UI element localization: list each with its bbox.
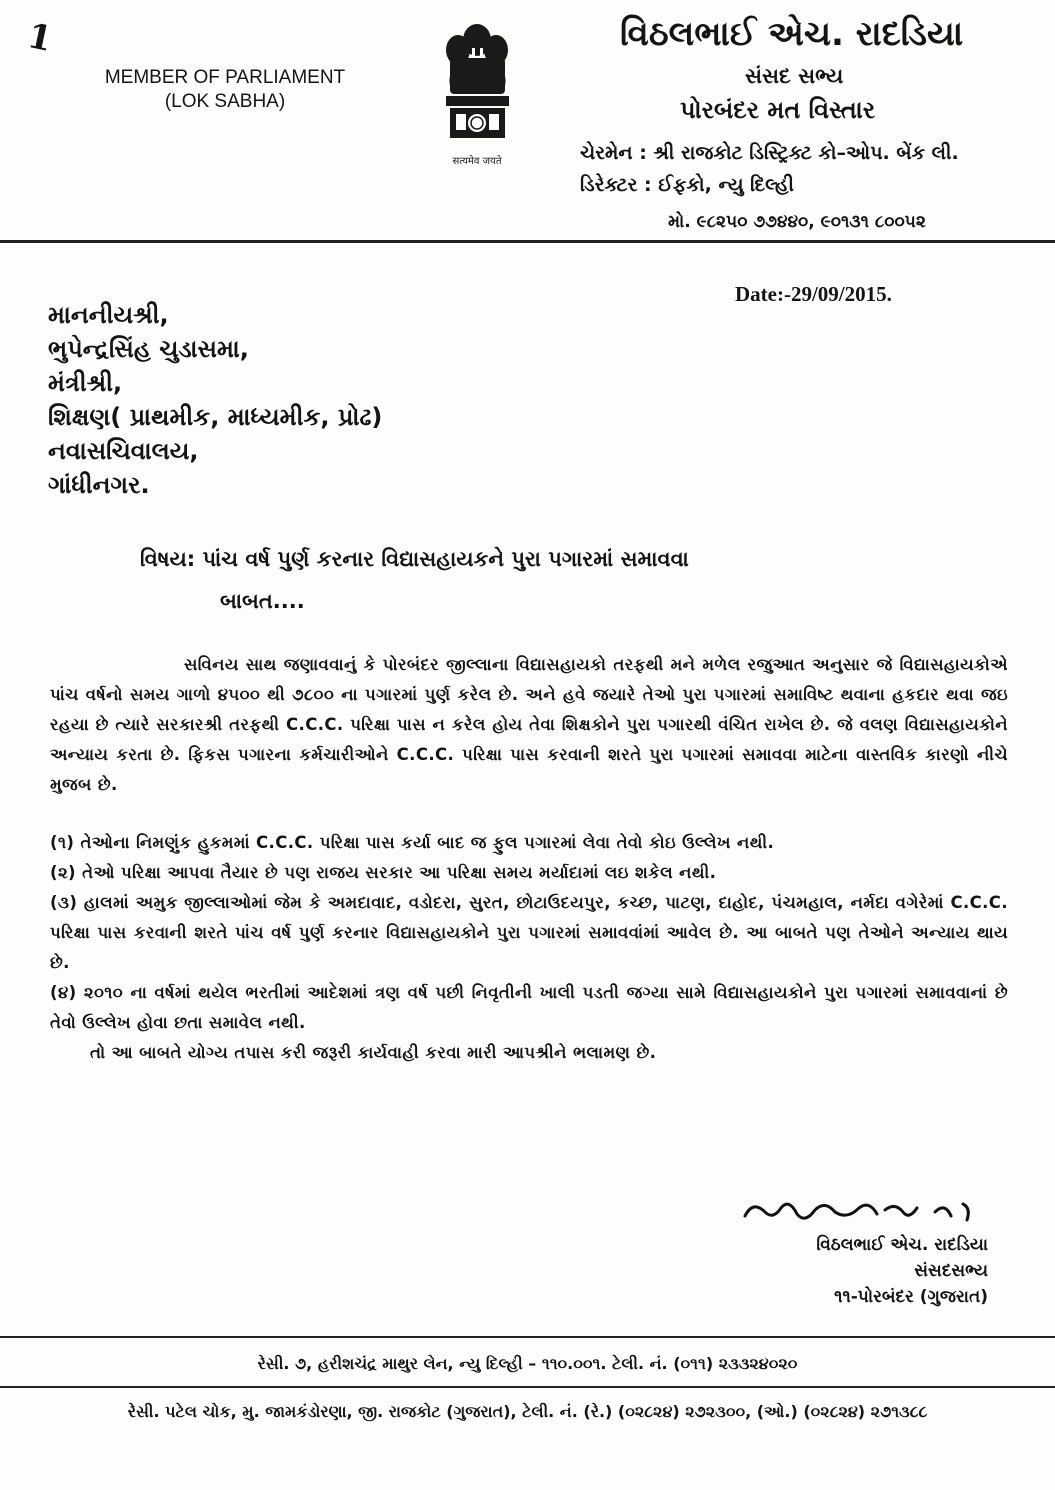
delhi-address: રેસી. ૭, હરીશચંદ્ર માથુર લેન, ન્યુ દિલ્હી – ૧૧૦.૦૦૧. ટેલી. નં. (૦૧૧) ૨૩૩૨૪૦૨૦ bbox=[257, 1354, 798, 1373]
closing-request: તો આ બાબતે યોગ્ય તપાસ કરી જરૂરી કાર્યવાહી કરવા મારી આપશ્રીને ભલામણ છે. bbox=[90, 1043, 657, 1062]
subject-line-continued: બાબત.... bbox=[220, 589, 305, 613]
signatory-constituency: ૧૧-પોરબંદર (ગુજરાત) bbox=[834, 1287, 988, 1307]
letter-body bbox=[50, 650, 1008, 1068]
chairman-line: ચેરમેન : શ્રી રાજકોટ ડિસ્ટ્રિક્ટ કો–ઓપ. બેંક લી. bbox=[580, 142, 959, 164]
director-line: ડિરેક્ટર : ઈફકો, ન્યુ દિલ્હી bbox=[580, 174, 794, 196]
national-emblem-icon bbox=[430, 18, 525, 168]
signatory-title: સંસદસભ્ય bbox=[914, 1261, 988, 1281]
point-3: (૩) હાલમાં અમુક જીલ્લાઓમાં જેમ કે અમદાવાદ, વડોદરા, સુરત, છોટાઉદયપુર, કચ્છ, પાટણ, દાહોદ, પંચમહાલ, નર્મદા વગેરેમાં C.C.C. પરિક્ષા પાસ કરવાની શરતે પાંચ વર્ષ પુર્ણ કરનાર વિદ્યાસહાયકોને પુરા પગારમાં સમાવવાંમાં આવેલ છે. આ બાબતે પણ તેઓને અન્યાય થાય છે. bbox=[50, 893, 1008, 972]
body-paragraph: સવિનય સાથ જણાવવાનું કે પોરબંદર જીલ્લાના વિદ્યાસહાયકો તરફથી મને મળેલ રજુઆત અનુસાર જે વિદ્યાસહાયકોએ પાંચ વર્ષનો સમય ગાળો ૪૫૦૦ થી ૭૮૦૦ ના પગારમાં પુર્ણ કરેલ છે. અને હવે જયારે તેઓ પુરા પગારમાં સમાવિષ્ટ થવાના હકદાર થવા જઇ રહયા છે ત્યારે સરકારશ્રી તરફથી C.C.C. પરિક્ષા પાસ ન કરેલ હોય તેવા શિક્ષકોને પુરા પગારથી વંચિત રાખેલ છે. જે વલણ વિદ્યાસહાયકોને અન્યાય કરતા છે. ફિકસ પગારના કર્મચારીઓને C.C.C. પરિક્ષા પાસ કરવાની શરતે પુરા પગારમાં સમાવવા માટેના વાસ્તવિક કારણો નીચે મુજબ છે. bbox=[50, 655, 1008, 794]
addressee-line: માનનીયશ્રી, bbox=[48, 301, 169, 329]
footer-divider-top bbox=[0, 1336, 1055, 1338]
local-address: રેસી. પટેલ ચોક, મુ. જામકંડોરણા, જી. રાજકોટ (ગુજરાત), ટેલી. નં. (રે.) (૦૨૮૨૪) ૨૭૨૩૦૦, (ઓ.) (૦૨૮૨૪) ૨૭૧૩૮૮ bbox=[127, 1402, 928, 1421]
addressee-line: ભુપેન્દ્રસિંહ ચુડાસમા, bbox=[48, 335, 249, 363]
handwritten-signature bbox=[735, 1190, 985, 1230]
signatory-name: વિઠલભાઈ એચ. રાદડિયા bbox=[816, 1235, 988, 1255]
footer-divider-middle bbox=[0, 1386, 1055, 1388]
letter-date: Date:-29/09/2015. bbox=[735, 282, 892, 306]
point-4: (૪) ૨૦૧૦ ના વર્ષમાં થયેલ ભરતીમાં આદેશમાં ત્રણ વર્ષ પછી નિવૃતીની ખાલી પડતી જગ્યા સામે વિદ્યાસહાયકોને પુરા પગારમાં સમાવવાનાં છે તેવો ઉલ્લેખ હોવા છતા સમાવેલ નથી. bbox=[50, 983, 1008, 1032]
mp-designation-block bbox=[60, 66, 390, 114]
lok-sabha-label: (LOK SABHA) bbox=[164, 91, 286, 112]
addressee-line: મંત્રીશ્રી, bbox=[48, 369, 123, 397]
mp-name-heading: વિઠલભાઈ એચ. રાદડિયા bbox=[620, 14, 964, 54]
point-1: (૧) તેઓના નિમણુંક હુકમમાં C.C.C. પરિક્ષા પાસ કર્યા બાદ જ ફુલ પગારમાં લેવા તેવો કોઇ ઉલ્લેખ નથી. bbox=[50, 833, 775, 852]
emblem-motto: सत्यमेव जयते bbox=[452, 156, 502, 167]
header-divider bbox=[0, 240, 1055, 243]
letterhead-right bbox=[560, 14, 1030, 244]
mp-title: સંસદ સભ્ય bbox=[745, 64, 844, 88]
constituency-heading: પોરબંદર મત વિસ્તાર bbox=[680, 96, 876, 124]
point-2: (૨) તેઓ પરિક્ષા આપવા તૈયાર છે પણ રાજય સરકાર આ પરિક્ષા સમય મર્યાદામાં લઇ શકેલ નથી. bbox=[50, 863, 717, 882]
member-of-parliament-label: MEMBER OF PARLIAMENT bbox=[104, 67, 346, 88]
addressee-line: ગાંધીનગર. bbox=[48, 471, 150, 499]
signatory-block bbox=[748, 1232, 988, 1310]
mobile-numbers: મો. ૯૮૨૫૦ ૭૭૪૪૦, ૯૦૧૩૧ ૮૦૦૫૨ bbox=[668, 212, 926, 232]
page-mark: 1 bbox=[24, 15, 56, 61]
subject-block bbox=[140, 538, 689, 622]
addressee-block bbox=[48, 298, 382, 502]
addressee-line: શિક્ષણ( પ્રાથમીક, માધ્યમીક, પ્રોઢ) bbox=[48, 403, 383, 431]
subject-line: વિષય: પાંચ વર્ષ પુર્ણ કરનાર વિદ્યાસહાયકને પુરા પગારમાં સમાવવા bbox=[140, 547, 689, 571]
addressee-line: નવાસચિવાલય, bbox=[48, 437, 199, 465]
